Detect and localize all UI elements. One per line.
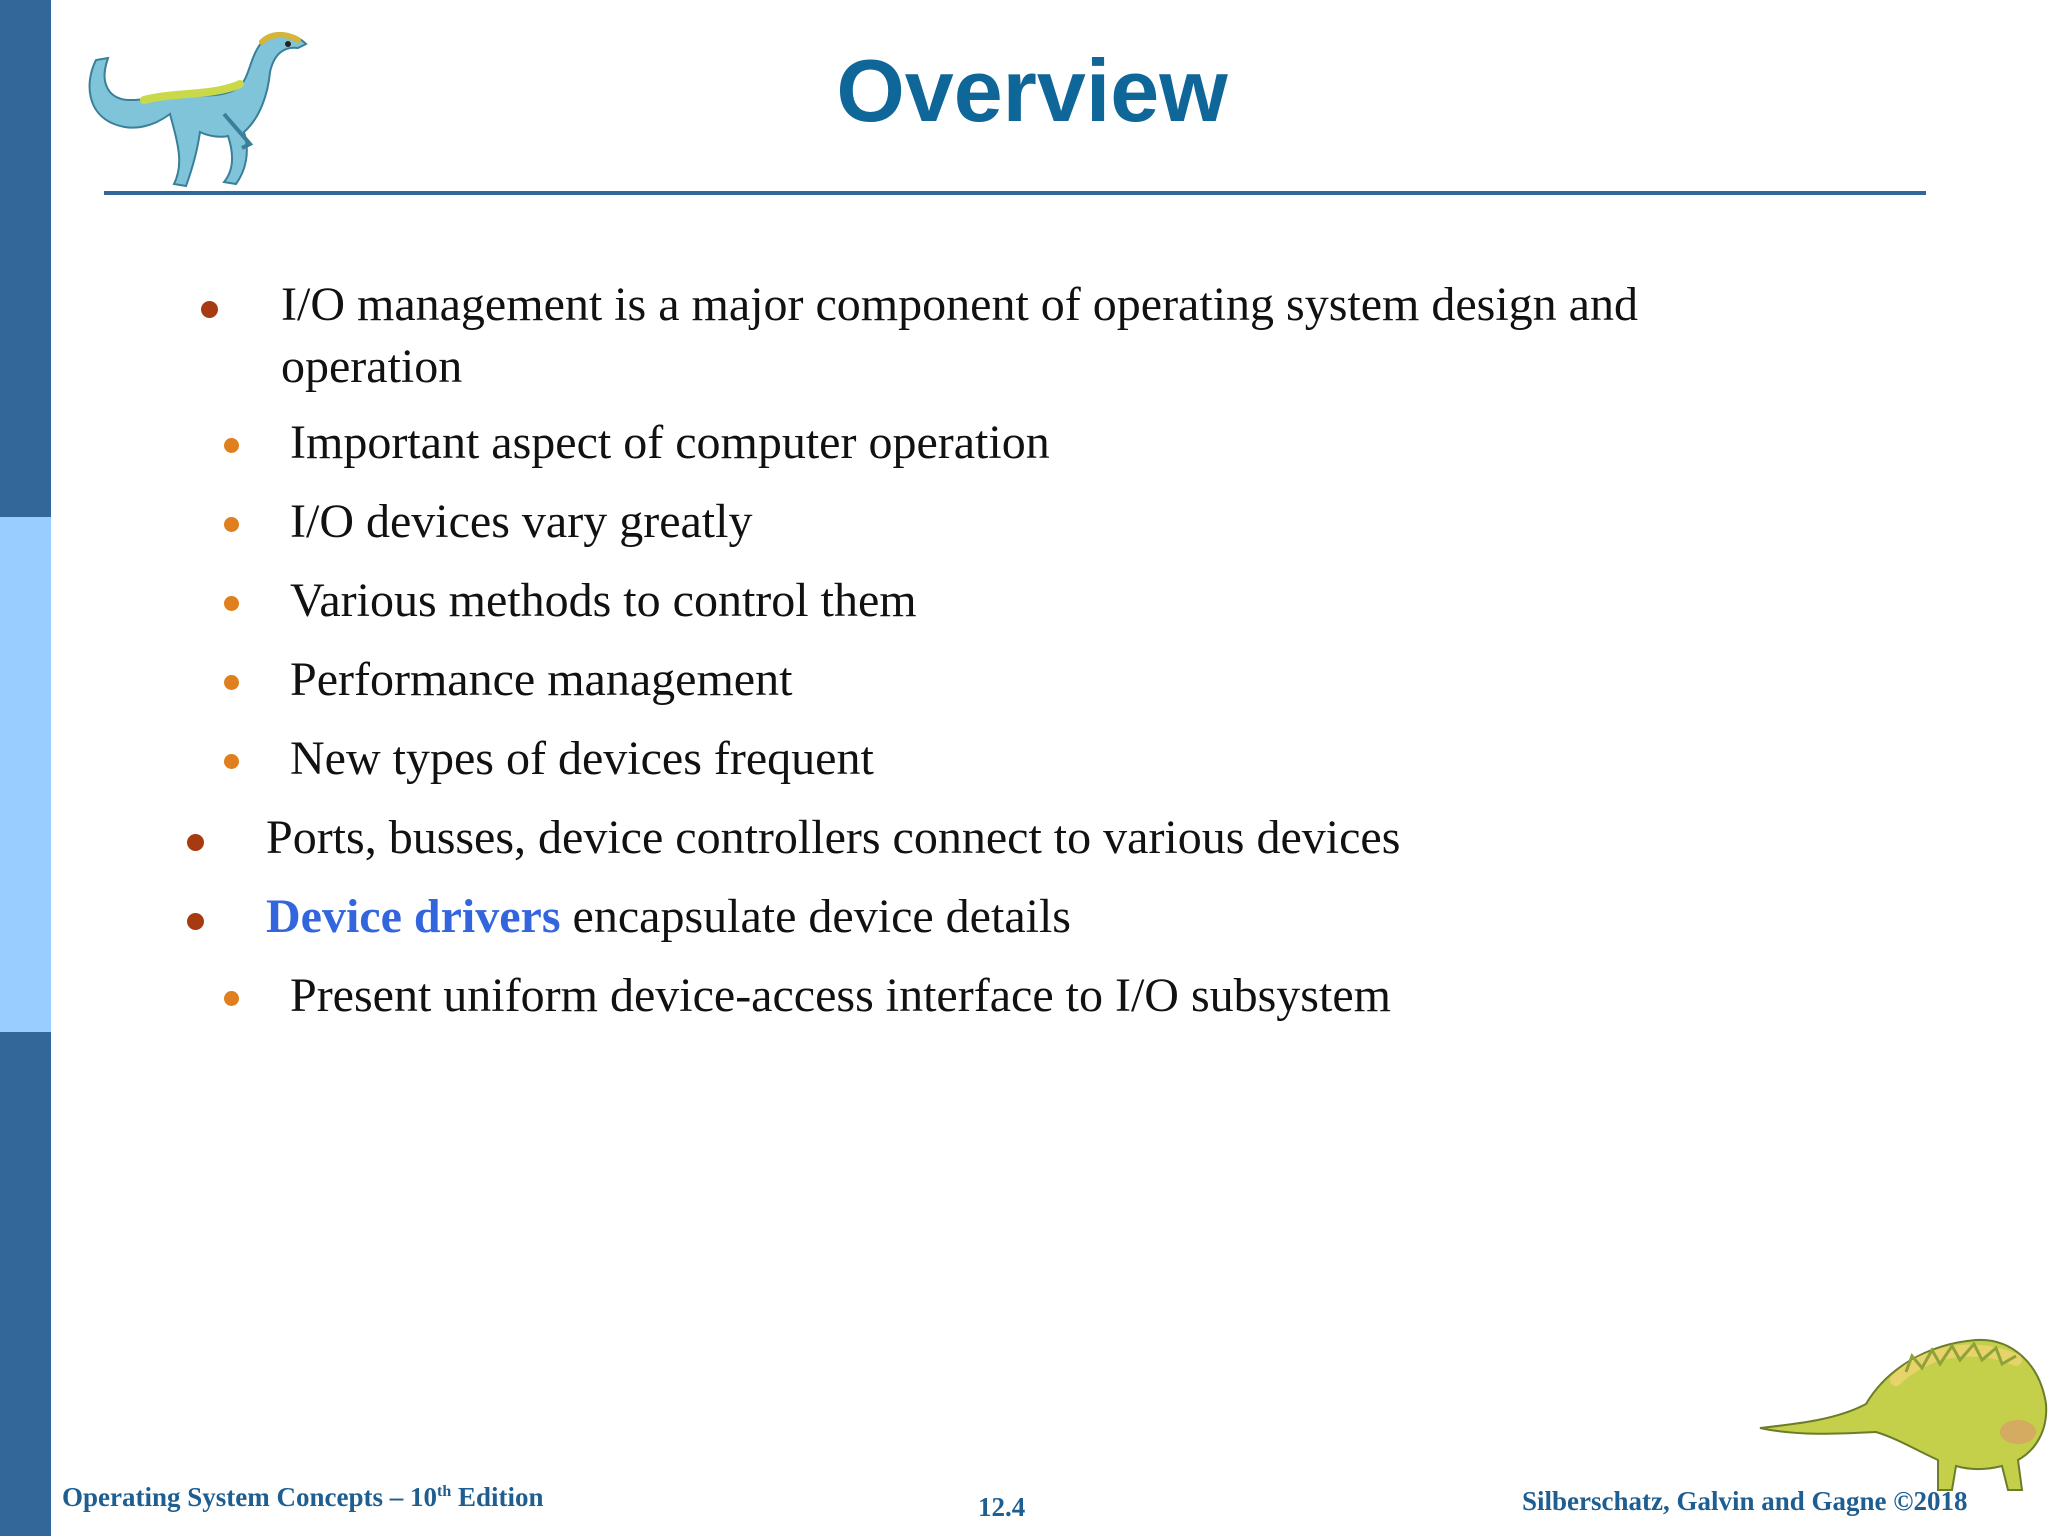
- bullet-text: Present uniform device-access interface to I/O subsystem: [290, 969, 1391, 1022]
- bullet-item: [266, 886, 1071, 948]
- bullet-text: Important aspect of computer operation: [290, 416, 1050, 469]
- bullet-text-line2: operation: [281, 340, 463, 393]
- bullet-text: New types of devices frequent: [290, 732, 874, 785]
- bullet-item: [290, 570, 917, 632]
- bullet-text: Ports, busses, device controllers connect to various devices: [266, 811, 1401, 864]
- bullet-text: I/O devices vary greatly: [290, 495, 753, 548]
- bullet-text-line1: I/O management is a major component of operating system design and: [281, 278, 1638, 331]
- bullet-text: Performance management: [290, 653, 793, 706]
- bullet-item: [281, 274, 1638, 398]
- bullet-dot: [224, 991, 239, 1006]
- bullet-item: [290, 491, 752, 553]
- bullet-text: Various methods to control them: [290, 574, 917, 627]
- bullet-item: [266, 807, 1400, 869]
- bullet-dot: [187, 913, 204, 930]
- bullet-text: encapsulate device details: [560, 890, 1071, 943]
- bullet-dot: [224, 754, 239, 769]
- bullet-dot: [224, 438, 239, 453]
- footer-page-number: 12.4: [978, 1492, 1026, 1522]
- footer-book-title: Operating System Concepts – 10th Edition: [62, 1482, 544, 1512]
- bullet-dot: [224, 675, 239, 690]
- footer-copyright: Silberschatz, Galvin and Gagne ©2018: [1522, 1486, 1968, 1516]
- bullet-item: [290, 412, 1050, 474]
- bullet-item: [290, 728, 874, 790]
- bullet-item: [290, 649, 792, 711]
- highlight-term: Device drivers: [266, 890, 561, 943]
- bullet-dot: [201, 301, 218, 318]
- bullet-dot: [224, 517, 239, 532]
- bullet-dot: [187, 834, 204, 851]
- bullet-dot: [224, 596, 239, 611]
- bullet-item: [290, 965, 1391, 1027]
- slide-title: Overview: [836, 41, 1228, 140]
